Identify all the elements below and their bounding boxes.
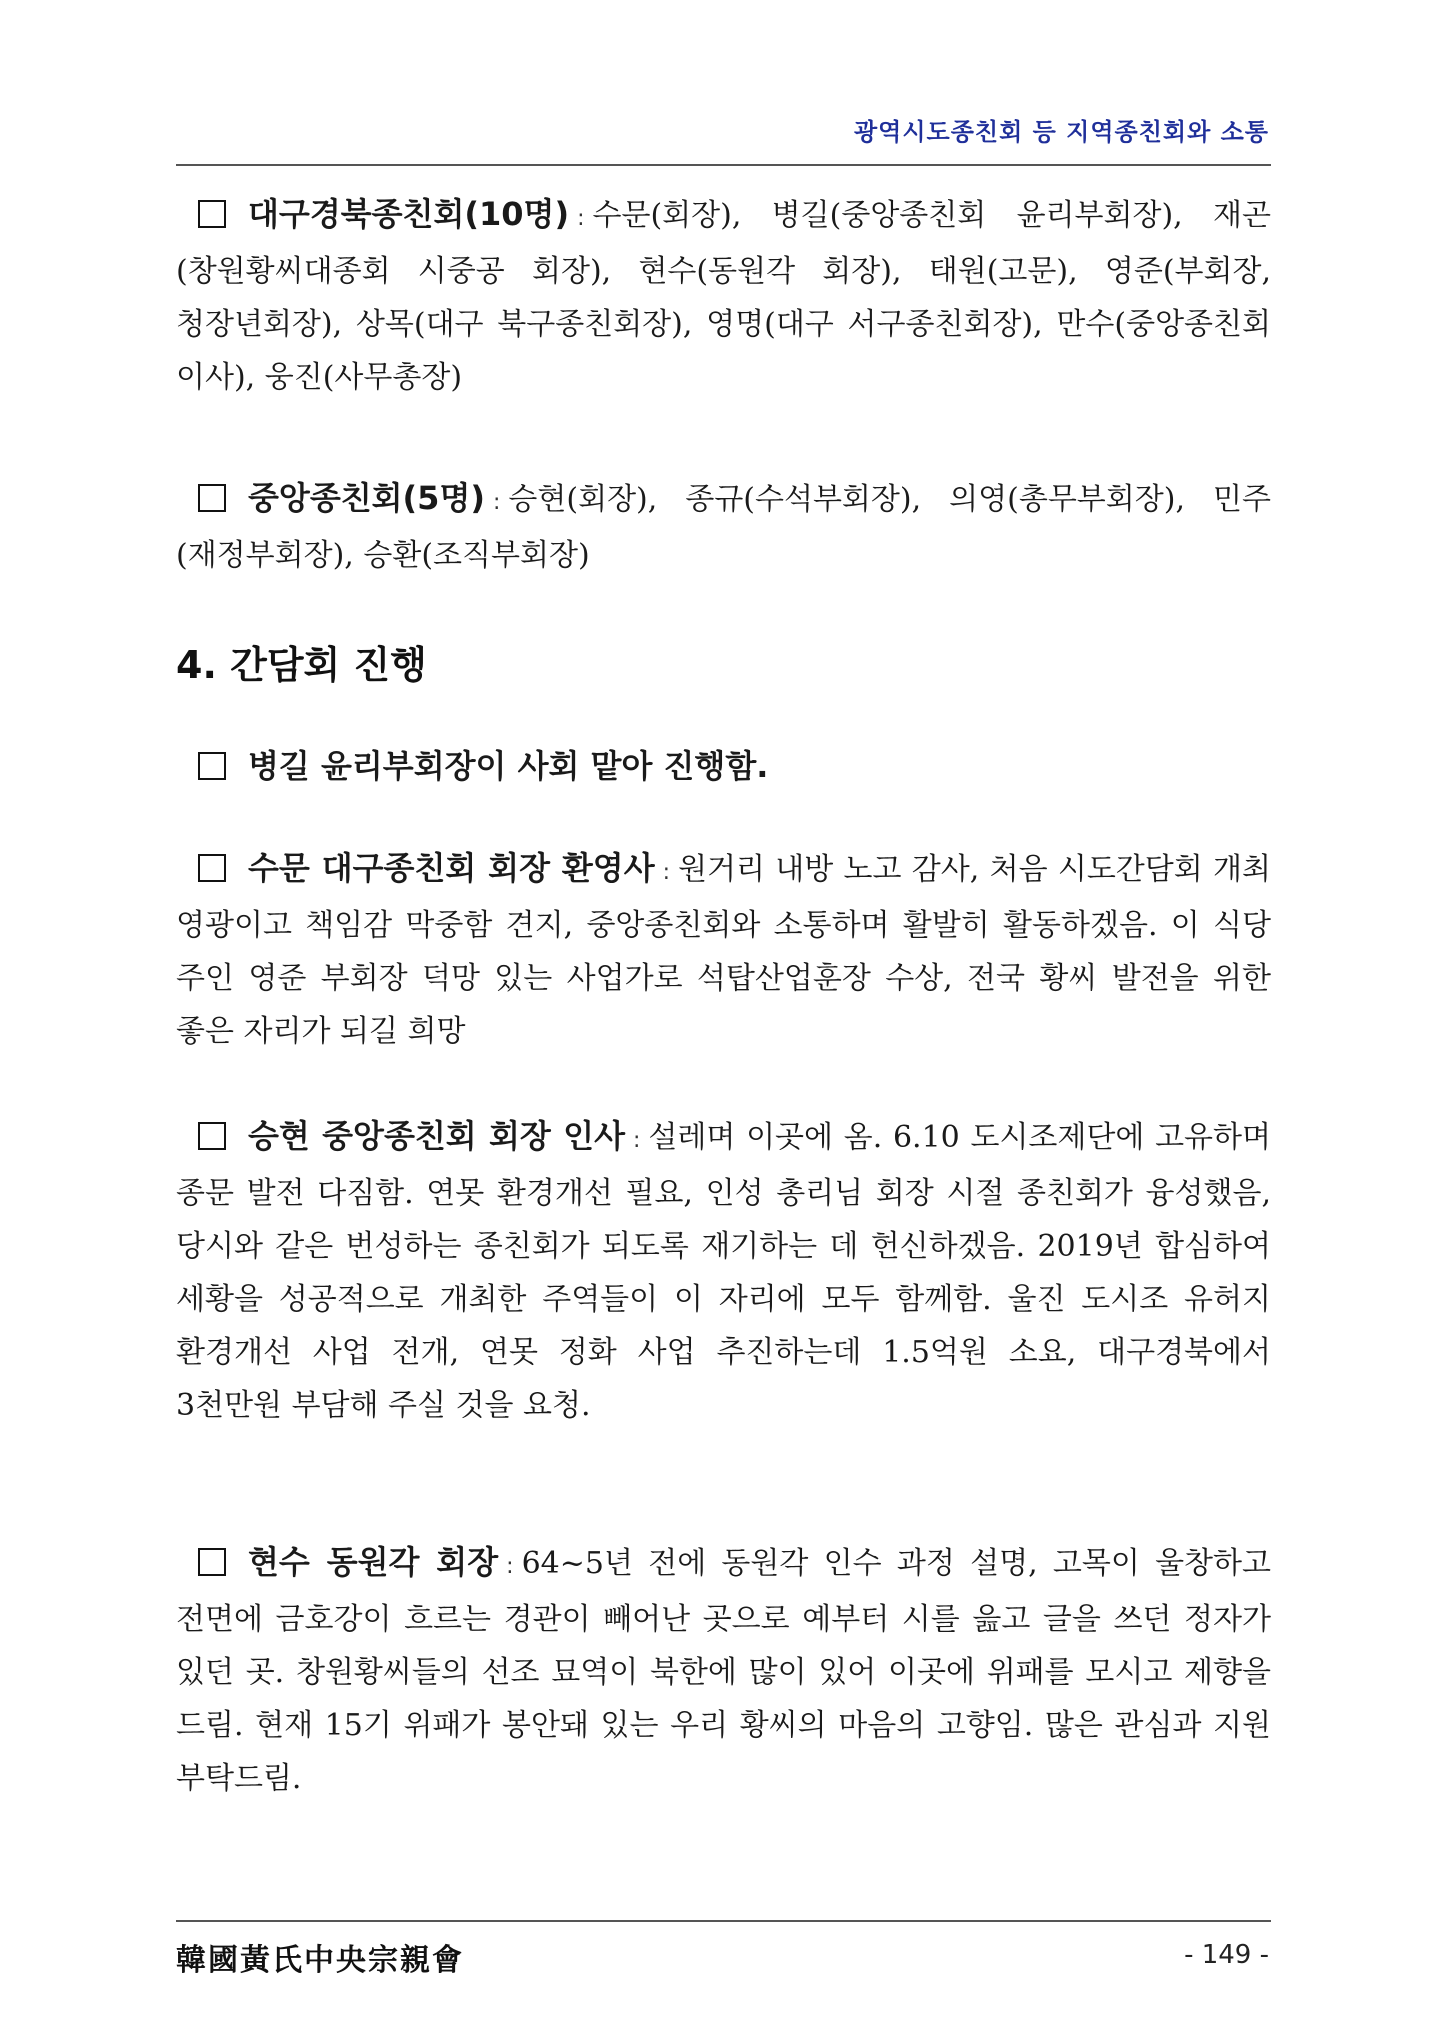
greeting-text: 설레며 이곳에 옴. 6.10 도시조제단에 고유하며 종문 발전 다짐함. 연못 환경개선 필요, 인성 총리님 회장 시절 종친회가 융성했음, 당시와 같은 번성하는 종친회가 되도록 재기하는 데 헌신하겠음. 2019년 합심하여 세황을 성공적으로 개최한 주역들이 이 자리에 모두 함께함. 울진 도시조 유허지 환경개선 사업 전개, 연못 정화 사업 추진하는데 1.5억원 소요, 대구경북에서 3천만원 부담해 주실 것을 요청. [176, 1120, 1271, 1423]
running-header: 광역시도종친회 등 지역종친회와 소통 [853, 118, 1269, 146]
checkbox-square-icon [198, 854, 226, 882]
greeting-paragraph [176, 1110, 1271, 1432]
daegu-members-paragraph [176, 188, 1271, 404]
separator-colon: : [633, 1128, 641, 1153]
footer-rule [176, 1920, 1271, 1922]
dongwon-paragraph [176, 1536, 1271, 1805]
central-lead: 중앙종친회(5명) [248, 479, 485, 517]
moderator-paragraph [176, 740, 1271, 794]
welcome-paragraph [176, 842, 1271, 1058]
checkbox-square-icon [198, 200, 226, 228]
greeting-lead: 승현 중앙종친회 회장 인사 [248, 1117, 625, 1155]
separator-colon: : [506, 1554, 514, 1579]
welcome-text: 원거리 내방 노고 감사, 처음 시도간담회 개최 영광이고 책임감 막중함 견지, 중앙종친회와 소통하며 활발히 활동하겠음. 이 식당 주인 영준 부회장 덕망 있는 사업가로 석탑산업훈장 수상, 전국 황씨 발전을 위한 좋은 자리가 되길 희망 [176, 852, 1271, 1049]
central-members-text: 승현(회장), 종규(수석부회장), 의영(총무부회장), 민주(재정부회장), 승환(조직부회장) [176, 482, 1271, 573]
moderator-lead: 병길 윤리부회장이 사회 맡아 진행함. [248, 747, 769, 785]
section-heading: 4. 간담회 진행 [176, 643, 427, 687]
page-number: - 149 - [1184, 1940, 1269, 1970]
welcome-lead: 수문 대구종친회 회장 환영사 [248, 849, 655, 887]
daegu-lead: 대구경북종친회(10명) [248, 195, 570, 233]
checkbox-square-icon [198, 752, 226, 780]
daegu-members-text: 수문(회장), 병길(중앙종친회 윤리부회장), 재곤(창원황씨대종회 시중공 회장), 현수(동원각 회장), 태원(고문), 영준(부회장, 청장년회장), 상목(대구 북구종친회장), 영명(대구 서구종친회장), 만수(중앙종친회 이사), 웅진(사무총장) [176, 198, 1271, 395]
checkbox-square-icon [198, 1548, 226, 1576]
dongwon-text: 64~5년 전에 동원각 인수 과정 설명, 고목이 울창하고 전면에 금호강이 흐르는 경관이 빼어난 곳으로 예부터 시를 읊고 글을 쓰던 정자가 있던 곳. 창원황씨들의 선조 묘역이 북한에 많이 있어 이곳에 위패를 모시고 제향을 드림. 현재 15기 위패가 봉안돼 있는 우리 황씨의 마음의 고향임. 많은 관심과 지원 부탁드림. [176, 1546, 1271, 1796]
footer-organization-name: 韓國黃氏中央宗親會 [176, 1943, 464, 1978]
central-members-paragraph [176, 472, 1271, 582]
checkbox-square-icon [198, 1122, 226, 1150]
dongwon-lead: 현수 동원각 회장 [248, 1543, 499, 1581]
header-rule [176, 164, 1271, 166]
separator-colon: : [493, 490, 501, 515]
separator-colon: : [662, 860, 671, 885]
checkbox-square-icon [198, 484, 226, 512]
separator-colon: : [577, 206, 585, 231]
